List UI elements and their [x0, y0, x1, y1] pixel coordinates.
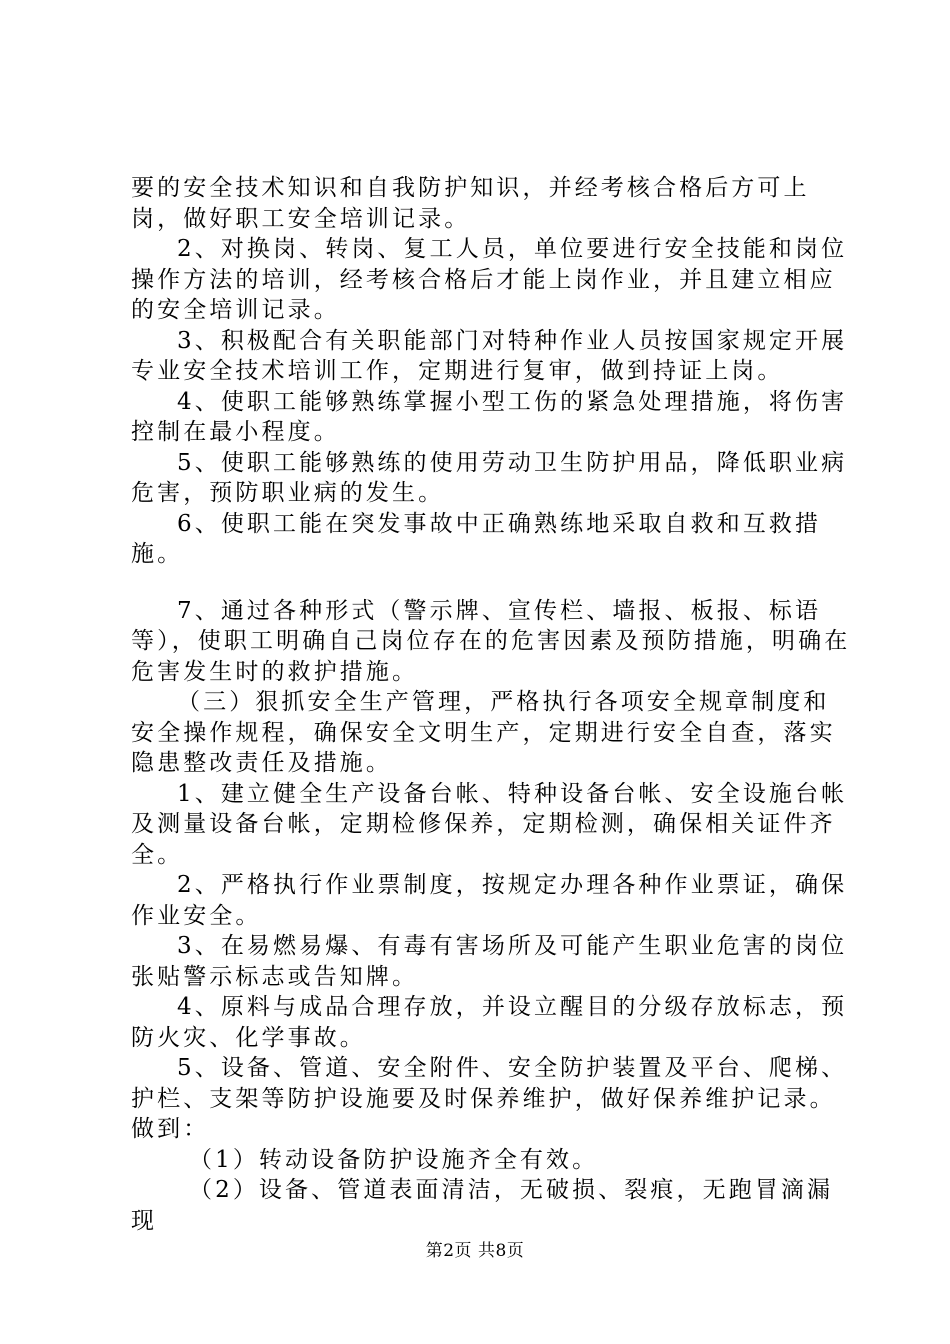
paragraph: 4、使职工能够熟练掌握小型工伤的紧急处理措施，将伤害控制在最小程度。: [131, 388, 848, 445]
paragraph: 6、使职工能在突发事故中正确熟练地采取自救和互救措施。: [131, 510, 822, 567]
paragraph: 7、通过各种形式（警示牌、宣传栏、墙报、板报、标语等），使职工明确自己岗位存在的危害因素及预防措施，明确在危害发生时的救护措施。: [131, 597, 851, 685]
paragraph: （三）狠抓安全生产管理，严格执行各项安全规章制度和安全操作规程，确保安全文明生产，定期进行安全自查，落实隐患整改责任及措施。: [131, 689, 836, 776]
paragraph: 5、使职工能够熟练的使用劳动卫生防护用品，降低职业病危害，预防职业病的发生。: [131, 449, 848, 506]
paragraph-gap: [131, 570, 851, 596]
paragraph: 1、建立健全生产设备台帐、特种设备台帐、安全设施台帐及测量设备台帐，定期检修保养，定期检测，确保相关证件齐全。: [131, 780, 848, 868]
paragraph: 3、积极配合有关职能部门对特种作业人员按国家规定开展专业安全技术培训工作，定期进行复审，做到持证上岗。: [131, 327, 848, 384]
document-body: [131, 173, 851, 1236]
paragraph: 4、原料与成品合理存放，并设立醒目的分级存放标志，预防火灾、化学事故。: [131, 994, 848, 1051]
paragraph: 5、设备、管道、安全附件、安全防护装置及平台、爬梯、护栏、支架等防护设施要及时保养维护，做好保养维护记录。做到：: [131, 1055, 848, 1142]
paragraph: （2）设备、管道表面清洁，无破损、裂痕，无跑冒滴漏现: [131, 1177, 834, 1234]
paragraph: 2、对换岗、转岗、复工人员，单位要进行安全技能和岗位操作方法的培训，经考核合格后才能上岗作业，并且建立相应的安全培训记录。: [131, 236, 848, 323]
paragraph: （1）转动设备防护设施齐全有效。: [189, 1146, 599, 1173]
paragraph: 要的安全技术知识和自我防护知识，并经考核合格后方可上岗，做好职工安全培训记录。: [131, 175, 810, 232]
page-footer: 第2页 共8页: [425, 1241, 525, 1261]
paragraph: 3、在易燃易爆、有毒有害场所及可能产生职业危害的岗位张贴警示标志或告知牌。: [131, 933, 848, 990]
paragraph: 2、严格执行作业票制度，按规定办理各种作业票证，确保作业安全。: [131, 872, 848, 929]
